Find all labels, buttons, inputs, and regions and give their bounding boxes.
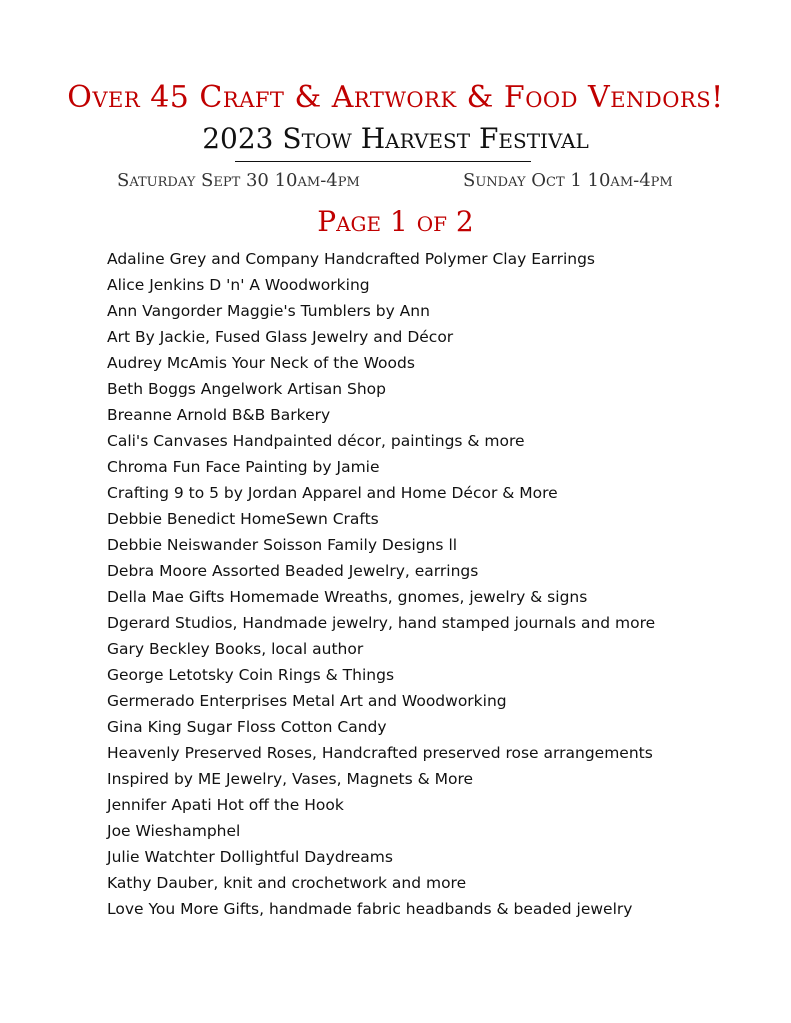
title-underline [235, 161, 531, 162]
vendor-item: Dgerard Studios, Handmade jewelry, hand stamped journals and more [107, 614, 656, 632]
vendor-item: Jennifer Apati Hot off the Hook [107, 796, 344, 814]
vendor-item: Art By Jackie, Fused Glass Jewelry and Décor [107, 328, 454, 346]
vendor-item: Debra Moore Assorted Beaded Jewelry, earrings [107, 562, 479, 580]
vendor-item: Crafting 9 to 5 by Jordan Apparel and Home Décor & More [107, 484, 558, 502]
vendor-item: Joe Wieshamphel [107, 822, 241, 840]
festival-title: 2023 Stow Harvest Festival [202, 122, 589, 155]
vendor-item: Debbie Neiswander Soisson Family Designs ll [107, 536, 458, 554]
vendor-item: Breanne Arnold B&B Barkery [107, 406, 331, 424]
vendor-item: Heavenly Preserved Roses, Handcrafted preserved rose arrangements [107, 744, 653, 762]
vendor-list [107, 246, 655, 922]
vendor-item: Alice Jenkins D 'n' A Woodworking [107, 276, 370, 294]
saturday-hours: Saturday Sept 30 10am-4pm [117, 170, 360, 191]
page-number: Page 1 of 2 [317, 205, 474, 238]
vendor-item: Adaline Grey and Company Handcrafted Polymer Clay Earrings [107, 250, 596, 268]
vendor-item: Della Mae Gifts Homemade Wreaths, gnomes, jewelry & signs [107, 588, 588, 606]
vendor-item: Kathy Dauber, knit and crochetwork and more [107, 874, 467, 892]
sunday-hours: Sunday Oct 1 10am-4pm [463, 170, 673, 191]
vendor-item: Germerado Enterprises Metal Art and Woodworking [107, 692, 507, 710]
vendors-headline: Over 45 Craft & Artwork & Food Vendors! [67, 80, 724, 115]
vendor-item: Cali's Canvases Handpainted décor, paintings & more [107, 432, 525, 450]
vendor-item: Audrey McAmis Your Neck of the Woods [107, 354, 415, 372]
vendor-item: Gina King Sugar Floss Cotton Candy [107, 718, 387, 736]
vendor-item: Debbie Benedict HomeSewn Crafts [107, 510, 379, 528]
vendor-item: Ann Vangorder Maggie's Tumblers by Ann [107, 302, 430, 320]
vendor-item: Inspired by ME Jewelry, Vases, Magnets & More [107, 770, 474, 788]
vendor-item: Beth Boggs Angelwork Artisan Shop [107, 380, 387, 398]
vendor-item: Gary Beckley Books, local author [107, 640, 364, 658]
vendor-item: Julie Watchter Dollightful Daydreams [107, 848, 393, 866]
vendor-item: Love You More Gifts, handmade fabric headbands & beaded jewelry [107, 900, 633, 918]
vendor-item: Chroma Fun Face Painting by Jamie [107, 458, 380, 476]
vendor-item: George Letotsky Coin Rings & Things [107, 666, 395, 684]
